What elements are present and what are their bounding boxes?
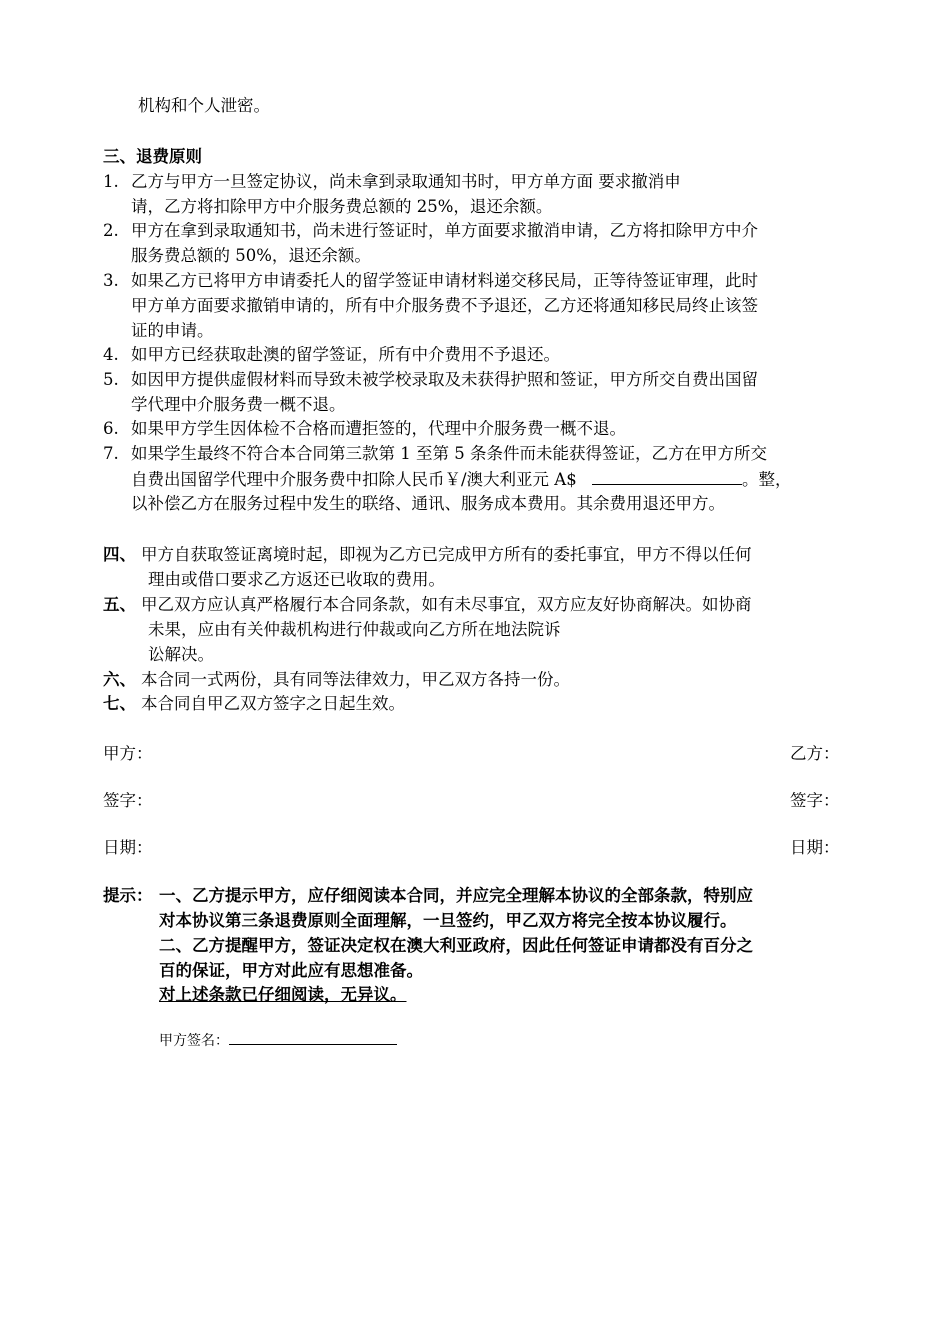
party-a-signature-blank[interactable] — [229, 1031, 397, 1045]
party-a-signature-row — [159, 1030, 397, 1052]
item-6-line-1: 如果甲方学生因体检不合格而遭拒签的，代理中介服务费一概不退。 — [131, 419, 626, 438]
item-5-line-2: 学代理中介服务费一概不退。 — [131, 395, 346, 414]
section4-line-1: 甲方自获取签证离境时起，即视为乙方已完成甲方所有的委托事宜，甲方不得以任何 — [141, 545, 752, 564]
party-a-signature-label: 甲方签名： — [159, 1033, 229, 1049]
item-4-line-1: 如甲方已经获取赴澳的留学签证，所有中介费用不予退还。 — [131, 345, 560, 364]
continuation-text: 机构和个人泄密。 — [138, 96, 270, 115]
party-b-sign-label: 签字： — [790, 791, 840, 810]
item-number: 1. — [103, 172, 119, 191]
item-3-line-2: 甲方单方面要求撤销申请的，所有中介服务费不予退还，乙方还将通知移民局终止该签 — [131, 296, 758, 315]
notice-line-4: 百的保证，甲方对此应有思想准备。 — [159, 961, 423, 980]
item-7-line-2 — [131, 468, 791, 491]
item-1-line-1: 乙方与甲方一旦签定协议，尚未拿到录取通知书时，甲方单方面 要求撤消申 — [131, 172, 681, 191]
party-a-date-label: 日期： — [103, 838, 153, 857]
item-3-line-3: 证的申请。 — [131, 321, 214, 340]
notice-label: 提示： — [103, 886, 153, 905]
item-7-line-1: 如果学生最终不符合本合同第三款第 1 至第 5 条条件而未能获得签证，乙方在甲方所交 — [131, 444, 767, 463]
section4-label: 四、 — [103, 545, 136, 564]
section4-line-2: 理由或借口要求乙方返还已收取的费用。 — [148, 570, 445, 589]
item-number: 3. — [103, 271, 119, 290]
item-7-line-2-text: 自费出国留学代理中介服务费中扣除人民币￥/澳大利亚元 A$ — [131, 470, 577, 489]
notice-line-3: 二、乙方提醒甲方，签证决定权在澳大利亚政府，因此任何签证申请都没有百分之 — [159, 936, 753, 955]
item-number: 2. — [103, 221, 119, 240]
party-a-sign-label: 签字： — [103, 791, 153, 810]
item-1-line-2: 请，乙方将扣除甲方中介服务费总额的 25%，退还余额。 — [131, 197, 553, 216]
item-7-line-3: 以补偿乙方在服务过程中发生的联络、通讯、服务成本费用。其余费用退还甲方。 — [131, 494, 725, 513]
section3-heading: 三、退费原则 — [103, 147, 202, 166]
party-a-label: 甲方： — [103, 744, 153, 763]
notice-line-1: 一、乙方提示甲方，应仔细阅读本合同，并应完全理解本协议的全部条款，特别应 — [159, 886, 753, 905]
notice-confirm: 对上述条款已仔细阅读，无异议。 — [159, 985, 407, 1004]
party-b-label: 乙方： — [790, 744, 840, 763]
item-2-line-2: 服务费总额的 50%，退还余额。 — [131, 246, 371, 265]
section6-label: 六、 — [103, 670, 136, 689]
section6-text: 本合同一式两份，具有同等法律效力，甲乙双方各持一份。 — [141, 670, 570, 689]
section5-label: 五、 — [103, 595, 136, 614]
section7-text: 本合同自甲乙双方签字之日起生效。 — [141, 694, 405, 713]
item-number: 7. — [103, 444, 119, 463]
item-2-line-1: 甲方在拿到录取通知书，尚未进行签证时，单方面要求撤消申请，乙方将扣除甲方中介 — [131, 221, 758, 240]
section5-line-2: 未果，应由有关仲裁机构进行仲裁或向乙方所在地法院诉 — [148, 620, 561, 639]
item-number: 6. — [103, 419, 119, 438]
section5-line-3: 讼解决。 — [148, 645, 214, 664]
section5-line-1: 甲乙双方应认真严格履行本合同条款，如有未尽事宜，双方应友好协商解决。如协商 — [141, 595, 752, 614]
item-3-line-1: 如果乙方已将甲方申请委托人的留学签证申请材料递交移民局，正等待签证审理，此时 — [131, 271, 758, 290]
amount-blank[interactable] — [592, 468, 742, 485]
item-5-line-1: 如因甲方提供虚假材料而导致未被学校录取及未获得护照和签证，甲方所交自费出国留 — [131, 370, 758, 389]
item-7-tail: 。整， — [741, 470, 792, 489]
party-b-date-label: 日期： — [790, 838, 840, 857]
notice-line-2: 对本协议第三条退费原则全面理解，一旦签约，甲乙双方将完全按本协议履行。 — [159, 911, 737, 930]
section7-label: 七、 — [103, 694, 136, 713]
item-number: 4. — [103, 345, 119, 364]
item-number: 5. — [103, 370, 119, 389]
